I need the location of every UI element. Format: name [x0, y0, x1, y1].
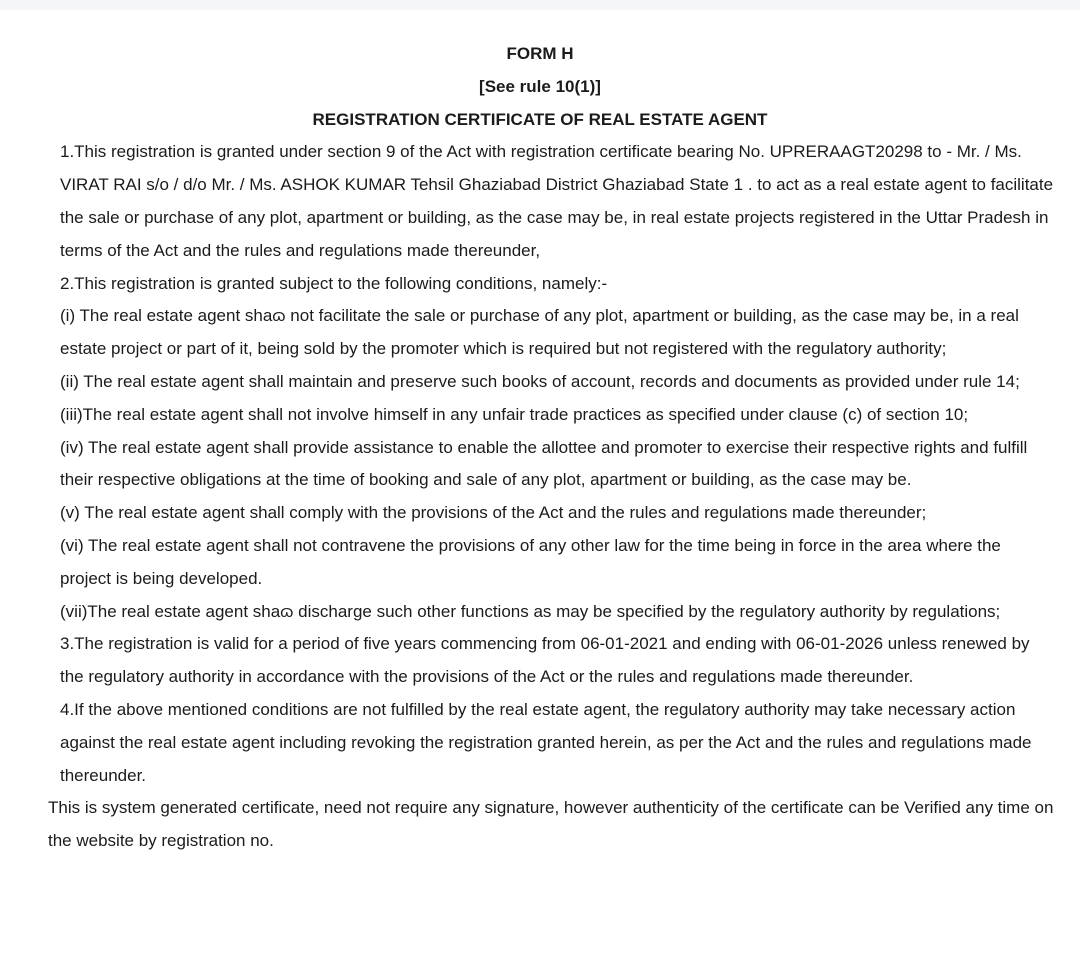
certificate-heading: [0, 38, 1080, 136]
condition-iii: (iii)The real estate agent shall not involve himself in any unfair trade practices as specified under clause (c) of section 10;: [60, 404, 969, 424]
system-generated-note: This is system generated certificate, need not require any signature, however authenticity of the certificate can be Verified any time on the website by registration no.: [48, 798, 1054, 851]
certificate-document: [0, 10, 1080, 858]
condition-vi: (vi) The real estate agent shall not contravene the provisions of any other law for the time being in force in the area where the project is being developed.: [60, 535, 1001, 588]
certificate-paragraph-1: 1.This registration is granted under section 9 of the Act with registration certificate bearing No. UPRERAAGT20298 to - Mr. / Ms. VIRAT RAI s/o / d/o Mr. / Ms. ASHOK KUMAR Tehsil Ghaziabad District Ghaziabad State 1 . to act as a real estate agent to facilitate the sale or purchase of any plot, apartment or building, as the case may be, in real estate projects registered in the Uttar Pradesh in terms of the Act and the rules and regulations made thereunder,: [60, 142, 1054, 260]
certificate-title: REGISTRATION CERTIFICATE OF REAL ESTATE AGENT: [312, 109, 768, 129]
certificate-body: [0, 136, 1080, 792]
condition-iv: (iv) The real estate agent shall provide assistance to enable the allottee and promoter to exercise their respective rights and fulfill their respective obligations at the time of booking and sale of any plot, apartment or building, as the case may be.: [60, 437, 1028, 490]
form-name: FORM H: [506, 44, 574, 63]
certificate-paragraph-2: 2.This registration is granted subject to the following conditions, namely:-: [60, 273, 608, 293]
top-strip: [0, 0, 1080, 10]
condition-v: (v) The real estate agent shall comply with the provisions of the Act and the rules and regulations made thereunder;: [60, 503, 927, 523]
certificate-paragraph-4: 4.If the above mentioned conditions are not fulfilled by the real estate agent, the regulatory authority may take necessary action against the real estate agent including revoking the registration granted herein, as per the Act and the rules and regulations made thereunder.: [60, 699, 1032, 785]
condition-i: (i) The real estate agent shaɷ not facilitate the sale or purchase of any plot, apartment or building, as the case may be, in a real estate project or part of it, being sold by the promoter which is required but not registered with the regulatory authority;: [60, 306, 1019, 359]
certificate-paragraph-3: 3.The registration is valid for a period of five years commencing from 06-01-2021 and ending with 06-01-2026 unless renewed by the regulatory authority in accordance with the provisions of the Act or the rules and regulations made thereunder.: [60, 634, 1030, 687]
condition-ii: (ii) The real estate agent shall maintain and preserve such books of account, records and documents as provided under rule 14;: [60, 371, 1020, 391]
condition-vii: (vii)The real estate agent shaɷ discharge such other functions as may be specified by the regulatory authority by regulations;: [60, 601, 1001, 621]
rule-reference: [See rule 10(1)]: [479, 76, 601, 96]
